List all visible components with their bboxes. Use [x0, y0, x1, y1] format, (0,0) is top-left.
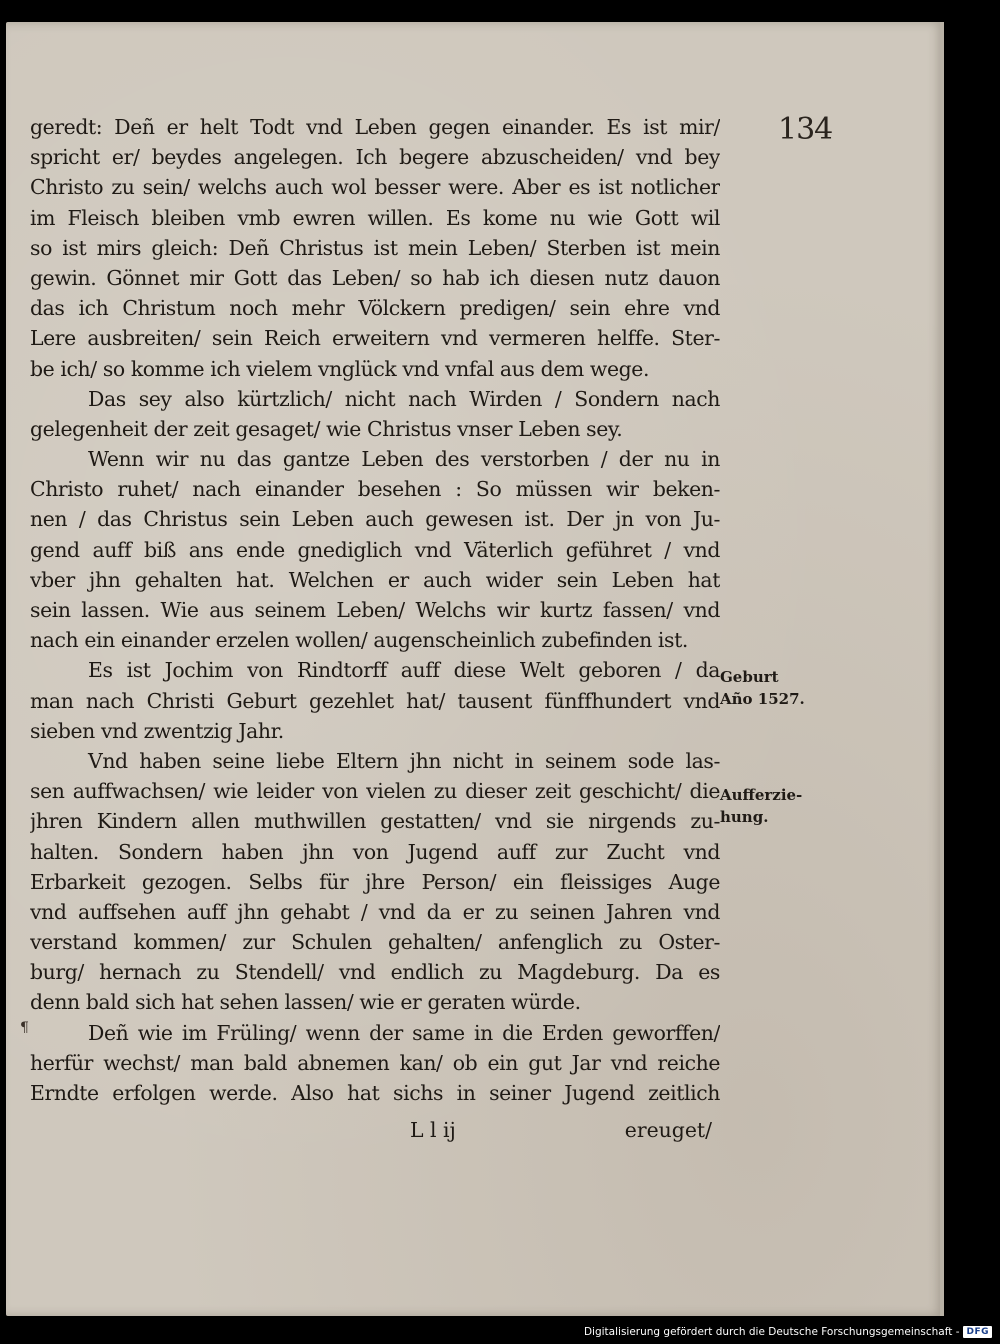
text-line: gewin. Gönnet mir Gott das Leben/ so hab ich diesen nutz dauon — [30, 265, 720, 290]
text-line: im Fleisch bleiben vmb ewren willen. Es kome nu wie Gott wil — [30, 205, 720, 230]
funding-credit — [584, 1324, 992, 1340]
page-footer — [30, 1115, 720, 1145]
text-line: sieben vnd zwentzig Jahr. — [30, 718, 284, 743]
marginal-note-birth — [720, 666, 830, 710]
text-line: man nach Christi Geburt gezehlet hat/ tausent fünffhundert vnd — [30, 688, 720, 713]
page-edge — [940, 22, 944, 1316]
text-line: vber jhn gehalten hat. Welchen er auch wider sein Leben hat — [30, 567, 720, 592]
marginal-line: Aufferzie- — [720, 786, 803, 804]
text-line: Christo zu sein/ welchs auch wol besser were. Aber es ist notlicher — [30, 175, 720, 200]
text-line: herfür wechst/ man bald abnemen kan/ ob ein gut Jar vnd reiche — [30, 1050, 720, 1075]
text-line: be ich/ so komme ich vielem vnglück vnd vnfal aus dem wege. — [30, 356, 650, 381]
body-text — [30, 112, 720, 1108]
signature-mark: L l ij — [410, 1118, 456, 1142]
text-line: das ich Christum noch mehr Völckern predigen/ sein ehre vnd — [30, 296, 720, 321]
text-line: Erndte erfolgen werde. Also hat sichs in seiner Jugend zeitlich — [30, 1081, 720, 1105]
section-mark: ¶ — [20, 1020, 29, 1036]
dfg-logo-icon: DFG — [963, 1326, 992, 1338]
text-line: sein lassen. Wie aus seinem Leben/ Welchs wir kurtz fassen/ vnd — [30, 598, 720, 622]
marginal-line: Geburt — [720, 668, 779, 686]
text-line: sen auffwachsen/ wie leider von vielen zu dieser zeit geschicht/ die — [30, 779, 720, 804]
marginal-note-upbringing — [720, 784, 830, 828]
page-number: 134 — [778, 112, 833, 147]
text-line: Erbarkeit gezogen. Selbs für jhre Person/ ein fleissiges Auge — [30, 869, 720, 894]
catchword: ereuget/ — [624, 1118, 712, 1142]
text-line: verstand kommen/ zur Schulen gehalten/ anfenglich zu Oster- — [30, 930, 720, 955]
paragraph-start: Das sey also kürtzlich/ nicht nach Wirden / Sondern nach — [88, 386, 720, 411]
paragraph-start: Es ist Jochim von Rindtorff auff diese Welt geboren / da — [88, 658, 720, 683]
text-line: vnd auffsehen auff jhn gehabt / vnd da er zu seinen Jahren vnd — [30, 899, 720, 924]
text-line: gend auff biß ans ende gnediglich vnd Väterlich geführet / vnd — [30, 537, 720, 562]
text-line: gelegenheit der zeit gesaget/ wie Christus vnser Leben sey. — [30, 416, 623, 441]
text-line: burg/ hernach zu Stendell/ vnd endlich zu Magdeburg. Da es — [30, 960, 720, 985]
text-line: jhren Kindern allen muthwillen gestatten/ vnd sie nirgends zu- — [30, 809, 720, 834]
text-line: nach ein einander erzelen wollen/ augenscheinlich zubefinden ist. — [30, 628, 688, 653]
text-line: so ist mirs gleich: Deñ Christus ist mein Leben/ Sterben ist mein — [30, 235, 720, 260]
marginal-line: Año 1527. — [720, 690, 805, 708]
marginal-line: hung. — [720, 808, 769, 826]
paragraph-start: Vnd haben seine liebe Eltern jhn nicht in seinem sode las- — [88, 748, 720, 773]
paragraph-start: Deñ wie im Früling/ wenn der same in die Erden geworffen/ — [88, 1020, 720, 1045]
text-line: spricht er/ beydes angelegen. Ich begere abzuscheiden/ vnd bey — [30, 145, 720, 170]
text-line: halten. Sondern haben jhn von Jugend auff zur Zucht vnd — [30, 839, 720, 864]
paragraph-start: Wenn wir nu das gantze Leben des verstorben / der nu in — [88, 447, 720, 472]
credit-text: Digitalisierung gefördert durch die Deutsche Forschungsgemeinschaft - — [583, 1326, 960, 1338]
text-line: Lere ausbreiten/ sein Reich erweitern vnd vermeren helffe. Ster- — [30, 326, 720, 351]
text-line: nen / das Christus sein Leben auch gewesen ist. Der jn von Ju- — [30, 507, 720, 532]
text-line: Christo ruhet/ nach einander besehen : So müssen wir beken- — [30, 477, 720, 502]
text-line: denn bald sich hat sehen lassen/ wie er geraten würde. — [30, 990, 581, 1015]
text-line: geredt: Deñ er helt Todt vnd Leben gegen einander. Es ist mir/ — [30, 115, 720, 139]
